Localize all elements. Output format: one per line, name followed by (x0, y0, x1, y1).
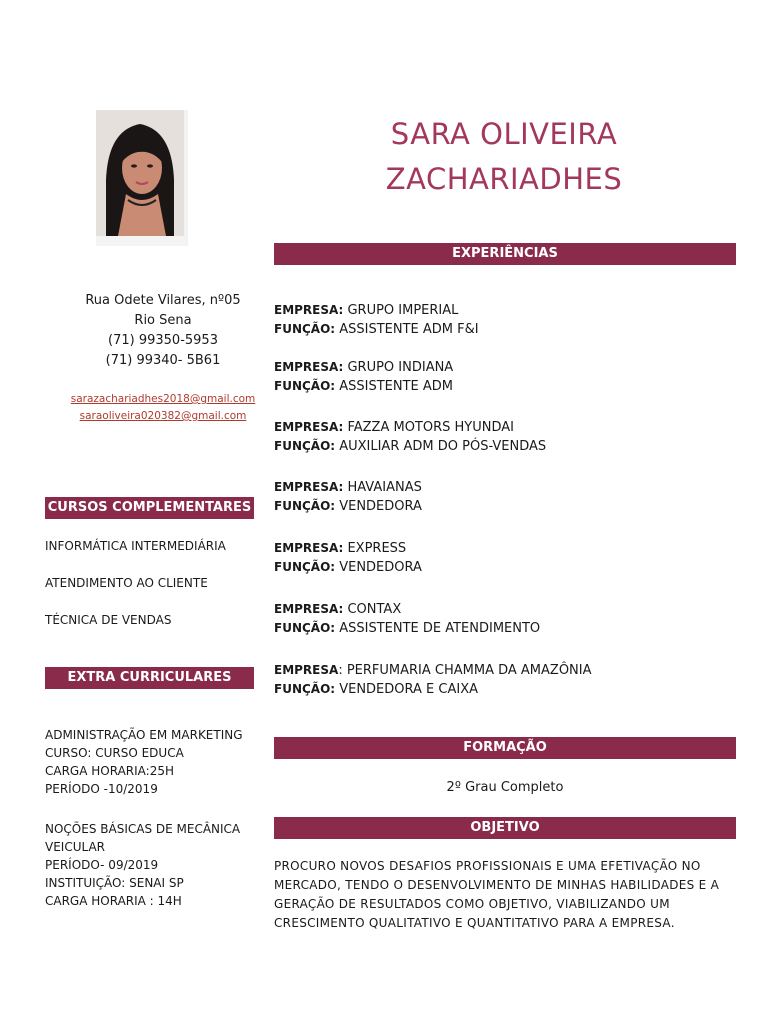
objetivo-line: MERCADO, TENDO O DESENVOLVIMENTO DE MINHAS HABILIDADES E A (274, 878, 720, 892)
objetivo-text (274, 857, 736, 933)
empresa-label: EMPRESA: (274, 420, 344, 434)
empresa-value: EXPRESS (343, 541, 407, 556)
experience-item (274, 600, 540, 638)
objetivo-line: PROCURO NOVOS DESAFIOS PROFISSIONAIS E UMA EFETIVAÇÃO NO (274, 859, 701, 873)
funcao-label: FUNÇÃO: (274, 560, 336, 574)
empresa-value: GRUPO IMPERIAL (343, 303, 459, 318)
empresa-label: EMPRESA (274, 663, 339, 677)
extra-line: CARGA HORARIA : 14H (45, 894, 182, 908)
email-list (30, 391, 296, 425)
funcao-value: VENDEDORA E CAIXA (335, 682, 478, 697)
curso-item: TÉCNICA DE VENDAS (45, 613, 172, 627)
funcao-label: FUNÇÃO: (274, 682, 336, 696)
section-experiencias: EXPERIÊNCIAS (274, 243, 736, 265)
experience-item (274, 539, 422, 577)
curso-item: ATENDIMENTO AO CLIENTE (45, 576, 208, 590)
objetivo-line: GERAÇÃO DE RESULTADOS COMO OBJETIVO, VIABILIZANDO UM (274, 897, 670, 911)
funcao-label: FUNÇÃO: (274, 621, 336, 635)
empresa-label: EMPRESA: (274, 541, 344, 555)
extra-line: VEICULAR (45, 840, 105, 854)
funcao-label: FUNÇÃO: (274, 499, 336, 513)
email-link-1[interactable]: sarazachariadhes2018@gmail.com (70, 393, 256, 405)
address: Rua Odete Vilares, nº05 (85, 293, 241, 308)
section-objetivo: OBJETIVO (274, 817, 736, 839)
district: Rio Sena (134, 313, 192, 328)
email-link-2[interactable]: saraoliveira020382@gmail.com (79, 410, 247, 422)
experience-item (274, 301, 479, 339)
empresa-value: : PERFUMARIA CHAMMA DA AMAZÔNIA (338, 663, 592, 678)
name-line-1: SARA OLIVEIRA (390, 117, 618, 151)
candidate-name (272, 112, 736, 202)
funcao-value: ASSISTENTE ADM F&I (335, 322, 479, 337)
funcao-value: AUXILIAR ADM DO PÓS-VENDAS (335, 439, 547, 454)
funcao-label: FUNÇÃO: (274, 322, 336, 336)
profile-photo (96, 110, 188, 246)
experience-item (274, 358, 453, 396)
contact-info (30, 291, 296, 371)
funcao-value: VENDEDORA (335, 560, 422, 575)
experience-item (274, 418, 546, 456)
funcao-value: VENDEDORA (335, 499, 422, 514)
empresa-value: FAZZA MOTORS HYUNDAI (343, 420, 514, 435)
objetivo-line: CRESCIMENTO QUALITATIVO E QUANTITATIVO PARA A EMPRESA. (274, 916, 675, 930)
extra-line: NOÇÕES BÁSICAS DE MECÂNICA (45, 822, 241, 836)
empresa-label: EMPRESA: (274, 480, 344, 494)
funcao-label: FUNÇÃO: (274, 439, 336, 453)
empresa-value: HAVAIANAS (343, 480, 422, 495)
name-line-2: ZACHARIADHES (385, 162, 623, 196)
empresa-value: CONTAX (343, 602, 402, 617)
funcao-value: ASSISTENTE ADM (335, 379, 453, 394)
extra-line: CARGA HORARIA:25H (45, 764, 174, 778)
extra-line: CURSO: CURSO EDUCA (45, 746, 184, 760)
curso-item: INFORMÁTICA INTERMEDIÁRIA (45, 539, 226, 553)
empresa-label: EMPRESA: (274, 303, 344, 317)
funcao-value: ASSISTENTE DE ATENDIMENTO (335, 621, 541, 636)
extra-line: PERÍODO- 09/2019 (45, 858, 159, 872)
extra-line: ADMINISTRAÇÃO EM MARKETING (45, 728, 243, 742)
section-cursos: CURSOS COMPLEMENTARES (45, 497, 254, 519)
experience-item (274, 478, 422, 516)
formacao-text: 2º Grau Completo (446, 780, 564, 795)
extra-line: INSTITUIÇÃO: SENAI SP (45, 876, 184, 890)
phone-2: (71) 99340- 5B61 (105, 353, 221, 368)
extra-line: PERÍODO -10/2019 (45, 782, 158, 796)
empresa-label: EMPRESA: (274, 602, 344, 616)
phone-1: (71) 99350-5953 (108, 333, 218, 348)
section-formacao: FORMAÇÃO (274, 737, 736, 759)
funcao-label: FUNÇÃO: (274, 379, 336, 393)
empresa-value: GRUPO INDIANA (343, 360, 454, 375)
section-extra: EXTRA CURRICULARES (45, 667, 254, 689)
empresa-label: EMPRESA: (274, 360, 344, 374)
experience-item (274, 661, 592, 699)
